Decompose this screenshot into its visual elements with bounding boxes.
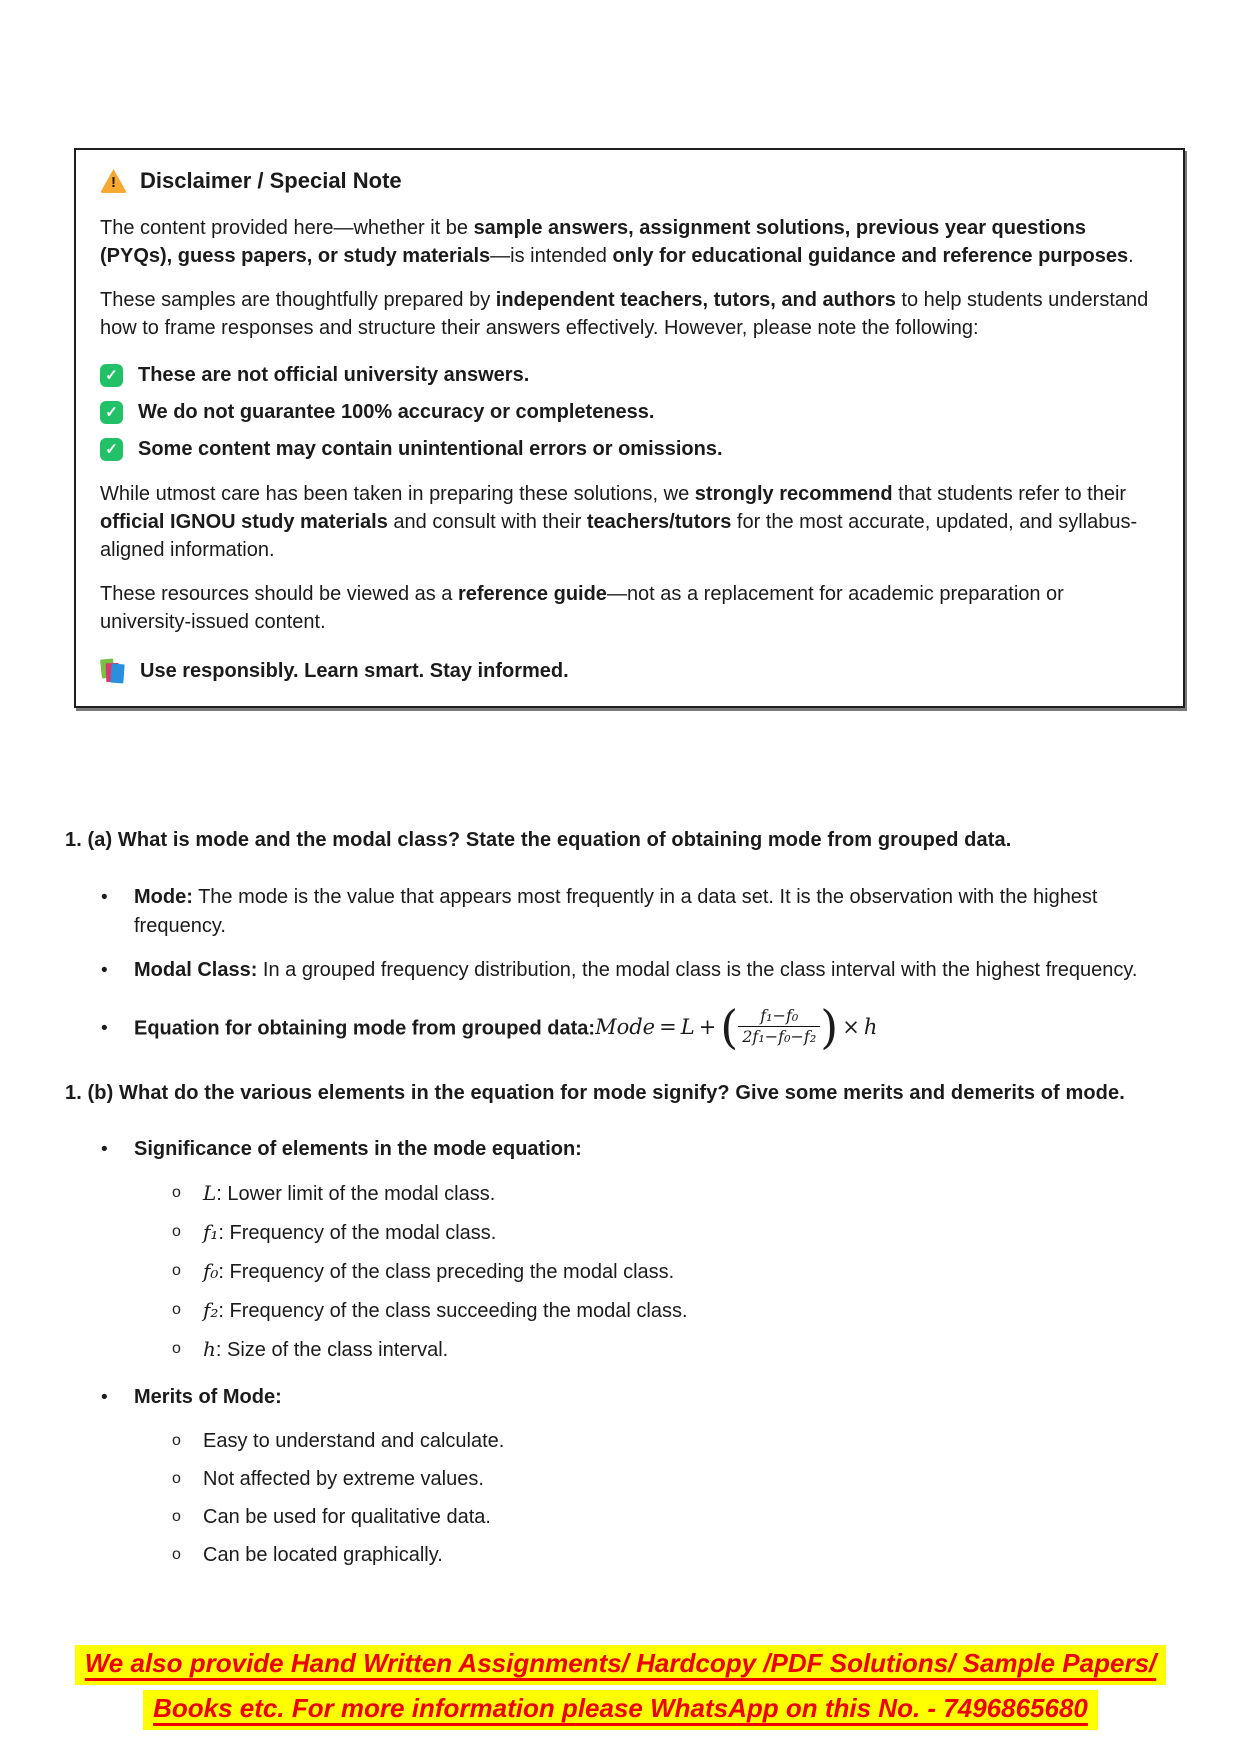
disclaimer-title: Disclaimer / Special Note xyxy=(140,168,402,193)
plus-sign: + xyxy=(698,1015,717,1040)
check-item xyxy=(100,436,1153,462)
bold-run: independent teachers, tutors, and authors xyxy=(495,289,896,311)
disclaimer-paragraph-4 xyxy=(100,580,1153,636)
text-run: : Lower limit of the modal class. xyxy=(216,1182,496,1205)
check-icon: ✓ xyxy=(100,401,123,424)
text-run: : Frequency of the modal class. xyxy=(218,1221,497,1244)
bullet-text xyxy=(134,956,1180,985)
books-icon xyxy=(100,658,126,684)
answer-content xyxy=(65,826,1180,1579)
interval-term: h xyxy=(863,1015,878,1040)
text-run: In a grouped frequency distribution, the modal class is the class interval with the highest frequency. xyxy=(257,959,1138,981)
merits-sub-list xyxy=(65,1427,1180,1569)
footer-line-2 xyxy=(0,1690,1241,1730)
footer-advertisement xyxy=(0,1645,1241,1735)
bold-run: only for educational guidance and reference purposes xyxy=(612,245,1129,267)
equation-lhs: Mode xyxy=(595,1015,656,1040)
text-run: . xyxy=(1128,245,1134,267)
sub-bullet-marker: o xyxy=(172,1222,181,1240)
lower-limit-term: L xyxy=(680,1015,695,1040)
bold-lead: Merits of Mode: xyxy=(134,1385,282,1408)
sub-item-text xyxy=(203,1218,496,1247)
use-note-row xyxy=(100,658,1153,684)
close-paren: ) xyxy=(820,999,839,1054)
bold-run: official IGNOU study materials xyxy=(100,511,388,533)
sub-bullet-marker: o xyxy=(172,1183,181,1201)
sub-item xyxy=(65,1427,1180,1455)
bullet-item-significance xyxy=(65,1135,1180,1164)
check-item xyxy=(100,399,1153,425)
text-run: and consult with their xyxy=(387,511,587,533)
bullet-marker: • xyxy=(101,960,108,981)
sub-bullet-marker: o xyxy=(172,1300,181,1318)
text-run: These samples are thoughtfully prepared by xyxy=(100,289,496,311)
math-var: L xyxy=(203,1180,217,1205)
question-1b-heading: 1. (b) What do the various elements in the equation for mode signify? Give some merits and demerits of mode. xyxy=(65,1081,1125,1104)
sub-item-text xyxy=(203,1335,448,1364)
bold-lead: Equation for obtaining mode from grouped data: xyxy=(134,1017,596,1040)
math-var: f₁ xyxy=(203,1219,219,1244)
disclaimer-check-list xyxy=(100,362,1153,462)
text-run: that students refer to their xyxy=(892,483,1127,505)
sub-bullet-marker: o xyxy=(172,1431,181,1449)
footer-highlight-text: We also provide Hand Written Assignments/ Hardcopy /PDF Solutions/ Sample Papers/ xyxy=(75,1645,1167,1685)
bullet-text xyxy=(134,999,1180,1054)
bullet-text xyxy=(134,1383,1180,1412)
sub-item xyxy=(65,1218,1180,1247)
sub-item-text: Can be used for qualitative data. xyxy=(203,1505,491,1528)
bold-run: reference guide xyxy=(457,583,607,605)
sub-item-text xyxy=(203,1296,688,1325)
math-var: h xyxy=(203,1336,216,1361)
text-run: : Size of the class interval. xyxy=(215,1338,449,1361)
book-shape xyxy=(110,664,124,684)
check-icon: ✓ xyxy=(100,364,123,387)
sub-item-text: Not affected by extreme values. xyxy=(203,1467,484,1490)
sub-item-text xyxy=(203,1179,495,1208)
math-var: f₂ xyxy=(203,1297,219,1322)
sub-item-text: Can be located graphically. xyxy=(203,1543,443,1566)
times-sign: × xyxy=(842,1015,860,1040)
bold-lead: Mode: xyxy=(134,886,193,908)
text-run: While utmost care has been taken in preparing these solutions, we xyxy=(100,483,695,505)
disclaimer-title-row xyxy=(100,168,1153,194)
bold-lead: Significance of elements in the mode equation: xyxy=(134,1137,582,1160)
bullet-item-equation xyxy=(65,999,1180,1054)
sub-bullet-marker: o xyxy=(172,1545,181,1563)
check-label: These are not official university answers. xyxy=(138,364,530,386)
bold-run: sample answers, assignment solutions, previous year questions (PYQs), guess papers, or study materials xyxy=(100,217,1086,267)
text-run: : Frequency of the class preceding the modal class. xyxy=(218,1260,675,1283)
math-var: f₀ xyxy=(203,1258,219,1283)
significance-sub-list xyxy=(65,1179,1180,1364)
text-run: These resources should be viewed as a xyxy=(100,583,458,605)
bullet-marker: • xyxy=(101,887,108,908)
fraction-numerator: f₁−f₀ xyxy=(738,1007,820,1027)
bold-lead: Modal Class: xyxy=(134,959,258,981)
bullet-item-mode xyxy=(65,883,1180,941)
disclaimer-paragraph-1 xyxy=(100,214,1153,270)
text-run: —is intended xyxy=(490,245,613,267)
sub-item xyxy=(65,1541,1180,1569)
check-icon: ✓ xyxy=(100,438,123,461)
warning-icon xyxy=(100,169,127,193)
sub-item-text xyxy=(203,1257,674,1286)
text-run: The content provided here—whether it be xyxy=(100,217,474,239)
sub-bullet-marker: o xyxy=(172,1261,181,1279)
bullet-item-modal-class xyxy=(65,956,1180,985)
sub-bullet-marker: o xyxy=(172,1469,181,1487)
open-paren: ( xyxy=(720,999,739,1054)
equals-sign: = xyxy=(659,1015,677,1040)
use-note-text: Use responsibly. Learn smart. Stay informed. xyxy=(140,659,569,682)
text-run: for the most accurate, updated, and syllabus-aligned information. xyxy=(100,511,1138,561)
bullet-marker: • xyxy=(101,1386,108,1408)
disclaimer-box xyxy=(74,148,1185,708)
text-run: —not as a replacement for academic preparation or university-issued content. xyxy=(100,583,1064,633)
fraction xyxy=(738,1007,820,1047)
text-run: : Frequency of the class succeeding the modal class. xyxy=(218,1299,688,1322)
text-run: The mode is the value that appears most frequently in a data set. It is the observation with the highest frequency. xyxy=(134,886,1098,937)
text-run: to help students understand how to frame responses and structure their answers effectively. However, please note the following: xyxy=(100,289,1149,339)
footer-highlight-text: Books etc. For more information please WhatsApp on this No. - 7496865680 xyxy=(143,1690,1098,1730)
question-1a-heading: 1. (a) What is mode and the modal class? State the equation of obtaining mode from grouped data. xyxy=(65,829,1012,851)
check-item xyxy=(100,362,1153,388)
check-label: We do not guarantee 100% accuracy or completeness. xyxy=(138,401,655,423)
sub-item xyxy=(65,1465,1180,1493)
sub-item xyxy=(65,1296,1180,1325)
sub-item xyxy=(65,1179,1180,1208)
mode-equation xyxy=(595,999,878,1054)
bullet-text xyxy=(134,1135,1180,1164)
sub-bullet-marker: o xyxy=(172,1339,181,1357)
footer-line-1 xyxy=(0,1645,1241,1685)
sub-item xyxy=(65,1257,1180,1286)
sub-bullet-marker: o xyxy=(172,1507,181,1525)
bullet-marker: • xyxy=(101,1138,108,1160)
disclaimer-paragraph-2 xyxy=(100,286,1153,342)
fraction-denominator: 2f₁−f₀−f₂ xyxy=(742,1027,817,1047)
bullet-item-merits xyxy=(65,1383,1180,1412)
disclaimer-paragraph-3 xyxy=(100,480,1153,564)
sub-item xyxy=(65,1503,1180,1531)
bullet-marker: • xyxy=(101,1018,108,1040)
sub-item-text: Easy to understand and calculate. xyxy=(203,1429,505,1452)
bold-run: strongly recommend xyxy=(694,483,893,505)
check-label: Some content may contain unintentional errors or omissions. xyxy=(138,438,723,460)
bold-run: teachers/tutors xyxy=(586,511,732,533)
sub-item xyxy=(65,1335,1180,1364)
bullet-text xyxy=(134,883,1180,941)
